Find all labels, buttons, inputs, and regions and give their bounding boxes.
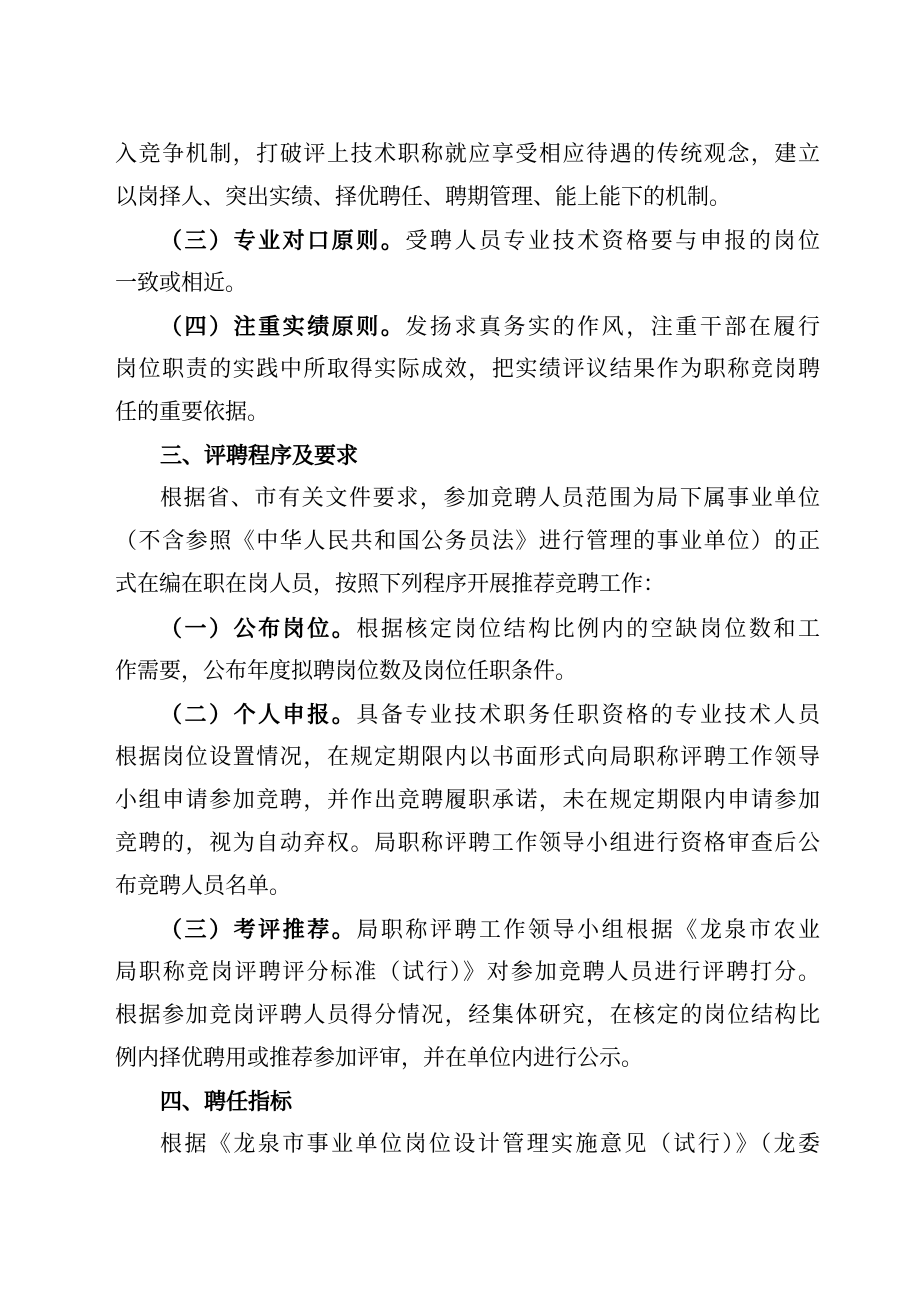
paragraph-line bbox=[160, 1130, 820, 1160]
paragraph-lead: （三）考评推荐。 bbox=[160, 917, 357, 943]
line-text: 岗位职责的实践中所取得实际成效，把实绩评议结果作为职称竞岗聘 bbox=[115, 357, 820, 382]
paragraph-line bbox=[115, 527, 820, 557]
paragraph-line bbox=[160, 484, 820, 514]
line-text: 以岗择人、突出实绩、择优聘任、聘期管理、能上能下的机制。 bbox=[115, 185, 732, 210]
line-text: 局职称评聘工作领导小组根据《龙泉市农业 bbox=[356, 918, 820, 943]
paragraph-line bbox=[115, 183, 820, 213]
paragraph-line bbox=[115, 398, 820, 428]
line-text: 例内择优聘用或推荐参加评审，并在单位内进行公示。 bbox=[115, 1046, 644, 1071]
line-text: 一致或相近。 bbox=[115, 271, 248, 296]
line-text: 根据岗位设置情况，在规定期限内以书面形式向局职称评聘工作领导 bbox=[115, 745, 820, 770]
paragraph-line bbox=[115, 355, 820, 385]
line-text: 式在编在职在岗人员，按照下列程序开展推荐竞聘工作： bbox=[115, 572, 666, 597]
paragraph-line bbox=[115, 872, 820, 902]
paragraph-line bbox=[160, 312, 820, 343]
line-text: 具备专业技术职务任职资格的专业技术人员 bbox=[356, 703, 820, 728]
line-text: 入竞争机制，打破评上技术职称就应享受相应待遇的传统观念，建立 bbox=[115, 142, 820, 167]
paragraph-line bbox=[115, 829, 820, 859]
paragraph-lead: （一）公布岗位。 bbox=[160, 616, 357, 642]
paragraph-line bbox=[115, 570, 820, 600]
heading-text: 三、评聘程序及要求 bbox=[160, 443, 359, 469]
paragraph-line bbox=[115, 1044, 820, 1074]
line-text: 受聘人员专业技术资格要与申报的岗位 bbox=[405, 229, 820, 254]
paragraph-lead: （二）个人申报。 bbox=[160, 702, 357, 728]
section-heading bbox=[160, 441, 865, 471]
line-text: 作需要，公布年度拟聘岗位数及岗位任职条件。 bbox=[115, 659, 578, 684]
line-text: 竞聘的，视为自动弃权。局职称评聘工作领导小组进行资格审查后公 bbox=[115, 831, 820, 856]
line-text: 根据核定岗位结构比例内的空缺岗位数和工 bbox=[356, 617, 820, 642]
paragraph-line bbox=[115, 140, 820, 170]
line-text: 布竞聘人员名单。 bbox=[115, 874, 292, 899]
line-text: 根据《龙泉市事业单位岗位设计管理实施意见（试行）》（龙委 bbox=[160, 1132, 820, 1157]
paragraph-line bbox=[115, 657, 820, 687]
paragraph-line bbox=[160, 915, 820, 946]
section-heading bbox=[160, 1087, 865, 1117]
paragraph-line bbox=[115, 958, 820, 988]
line-text: 根据参加竞岗评聘人员得分情况，经集体研究，在核定的岗位结构比 bbox=[115, 1003, 820, 1028]
line-text: （不含参照《中华人民共和国公务员法》进行管理的事业单位）的正 bbox=[115, 529, 820, 554]
line-text: 小组申请参加竞聘，并作出竞聘履职承诺，未在规定期限内申请参加 bbox=[115, 788, 820, 813]
paragraph-line bbox=[115, 743, 820, 773]
paragraph-lead: （三）专业对口原则。 bbox=[160, 228, 406, 254]
paragraph-line bbox=[115, 786, 820, 816]
line-text: 局职称竞岗评聘评分标准（试行）》对参加竞聘人员进行评聘打分。 bbox=[115, 960, 820, 985]
paragraph-line bbox=[115, 1001, 820, 1031]
line-text: 任的重要依据。 bbox=[115, 400, 270, 425]
line-text: 根据省、市有关文件要求，参加竞聘人员范围为局下属事业单位 bbox=[160, 486, 820, 511]
paragraph-line bbox=[115, 269, 820, 299]
paragraph-line bbox=[160, 700, 820, 731]
paragraph-line bbox=[160, 614, 820, 645]
paragraph-line bbox=[160, 226, 820, 257]
paragraph-lead: （四）注重实绩原则。 bbox=[160, 314, 406, 340]
line-text: 发扬求真务实的作风，注重干部在履行 bbox=[405, 315, 820, 340]
heading-text: 四、聘任指标 bbox=[160, 1089, 293, 1115]
